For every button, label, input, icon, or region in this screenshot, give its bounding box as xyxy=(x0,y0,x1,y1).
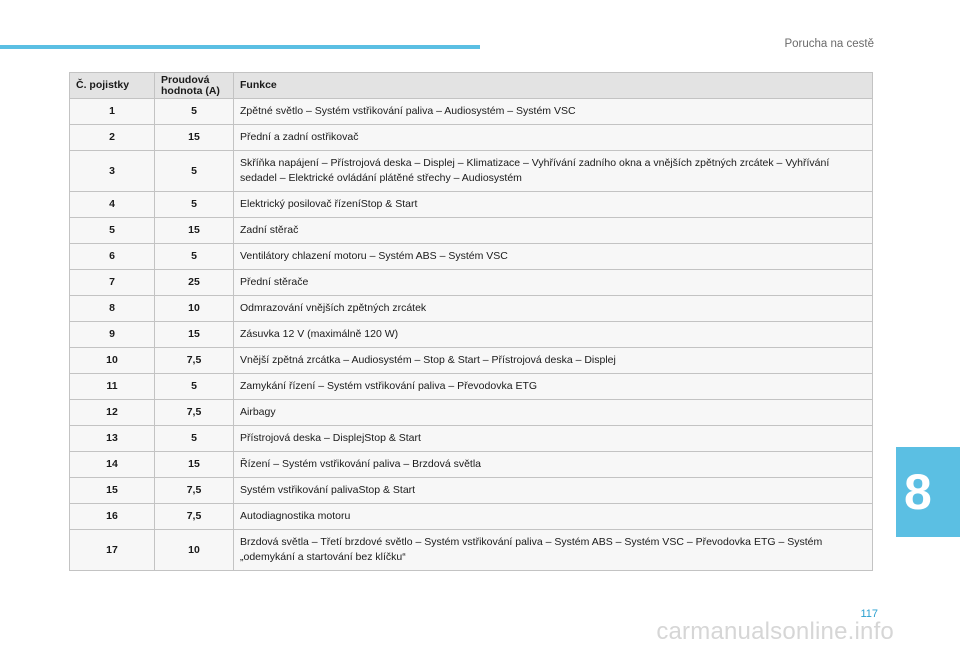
fuse-function: Odmrazování vnějších zpětných zrcátek xyxy=(234,296,873,322)
fuse-number: 4 xyxy=(70,192,155,218)
fuse-function: Autodiagnostika motoru xyxy=(234,504,873,530)
fuse-function: Zamykání řízení – Systém vstřikování paliva – Převodovka ETG xyxy=(234,374,873,400)
fuse-amps: 7,5 xyxy=(155,478,234,504)
fuse-number: 16 xyxy=(70,504,155,530)
fuse-amps: 5 xyxy=(155,244,234,270)
fuse-function: Brzdová světla – Třetí brzdové světlo – Systém vstřikování paliva – Systém ABS – Systém VSC – Převodovka ETG – Systém „odemykání a startování bez klíčku“ xyxy=(234,530,873,571)
table-row xyxy=(70,426,873,452)
fuse-amps: 7,5 xyxy=(155,400,234,426)
fuse-amps: 7,5 xyxy=(155,348,234,374)
table-row xyxy=(70,125,873,151)
fuse-amps: 7,5 xyxy=(155,504,234,530)
fuse-amps: 15 xyxy=(155,322,234,348)
fuse-number: 10 xyxy=(70,348,155,374)
fuse-function: Zadní stěrač xyxy=(234,218,873,244)
fuse-amps: 5 xyxy=(155,374,234,400)
fuse-function: Skříňka napájení – Přístrojová deska – Displej – Klimatizace – Vyhřívání zadního okna a vnějších zpětných zrcátek – Vyhřívání sedadel – Elektrické ovládání plátěné střechy – Audiosystém xyxy=(234,151,873,192)
fuse-number: 2 xyxy=(70,125,155,151)
table-row xyxy=(70,452,873,478)
table-row xyxy=(70,218,873,244)
fuse-amps: 15 xyxy=(155,452,234,478)
table-header-row xyxy=(70,73,873,99)
fuse-number: 15 xyxy=(70,478,155,504)
table-row xyxy=(70,322,873,348)
fuse-number: 5 xyxy=(70,218,155,244)
fuse-function: Systém vstřikování palivaStop & Start xyxy=(234,478,873,504)
fuse-amps: 5 xyxy=(155,151,234,192)
table-row xyxy=(70,244,873,270)
fuse-number: 3 xyxy=(70,151,155,192)
fuse-amps: 25 xyxy=(155,270,234,296)
fuse-function: Zpětné světlo – Systém vstřikování paliva – Audiosystém – Systém VSC xyxy=(234,99,873,125)
fuse-table xyxy=(69,72,873,571)
fuse-number: 6 xyxy=(70,244,155,270)
fuse-number: 13 xyxy=(70,426,155,452)
fuse-function: Řízení – Systém vstřikování paliva – Brzdová světla xyxy=(234,452,873,478)
fuse-number: 17 xyxy=(70,530,155,571)
fuse-amps: 10 xyxy=(155,296,234,322)
fuse-amps: 15 xyxy=(155,218,234,244)
fuse-function: Přední a zadní ostřikovač xyxy=(234,125,873,151)
fuse-number: 7 xyxy=(70,270,155,296)
fuse-amps: 5 xyxy=(155,99,234,125)
fuse-amps: 10 xyxy=(155,530,234,571)
page-number: 117 xyxy=(860,608,878,620)
fuse-function: Přední stěrače xyxy=(234,270,873,296)
column-header-amps: Proudová hodnota (A) xyxy=(155,73,234,99)
fuse-number: 11 xyxy=(70,374,155,400)
fuse-number: 14 xyxy=(70,452,155,478)
fuse-function: Zásuvka 12 V (maximálně 120 W) xyxy=(234,322,873,348)
fuse-function: Vnější zpětná zrcátka – Audiosystém – Stop & Start – Přístrojová deska – Displej xyxy=(234,348,873,374)
watermark: carmanualsonline.info xyxy=(656,618,894,645)
table-row xyxy=(70,400,873,426)
fuse-function: Elektrický posilovač řízeníStop & Start xyxy=(234,192,873,218)
table-row xyxy=(70,270,873,296)
section-title: Porucha na cestě xyxy=(784,38,874,50)
fuse-amps: 5 xyxy=(155,192,234,218)
table-row xyxy=(70,504,873,530)
column-header-fuse: Č. pojistky xyxy=(70,73,155,99)
fuse-function: Přístrojová deska – DisplejStop & Start xyxy=(234,426,873,452)
header-accent-bar xyxy=(0,45,480,49)
table-row xyxy=(70,99,873,125)
table-row xyxy=(70,296,873,322)
table-row xyxy=(70,192,873,218)
table-row xyxy=(70,374,873,400)
fuse-function: Airbagy xyxy=(234,400,873,426)
table-row xyxy=(70,478,873,504)
chapter-number: 8 xyxy=(904,464,932,520)
column-header-function: Funkce xyxy=(234,73,873,99)
fuse-number: 12 xyxy=(70,400,155,426)
table-row xyxy=(70,348,873,374)
fuse-amps: 15 xyxy=(155,125,234,151)
table-row xyxy=(70,151,873,192)
fuse-number: 8 xyxy=(70,296,155,322)
fuse-number: 9 xyxy=(70,322,155,348)
table-row xyxy=(70,530,873,571)
fuse-number: 1 xyxy=(70,99,155,125)
fuse-amps: 5 xyxy=(155,426,234,452)
chapter-tab xyxy=(896,447,960,537)
table-body xyxy=(70,99,873,571)
fuse-function: Ventilátory chlazení motoru – Systém ABS – Systém VSC xyxy=(234,244,873,270)
